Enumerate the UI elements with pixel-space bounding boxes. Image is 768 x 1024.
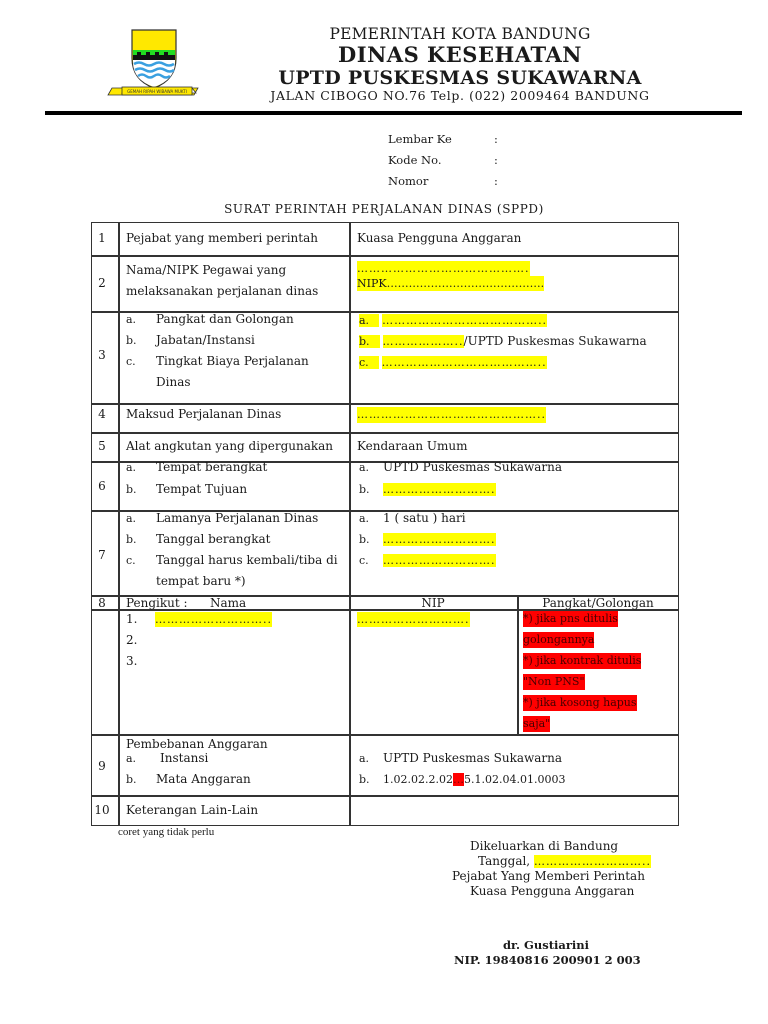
row-9-label: Pembebanan Anggaran xyxy=(126,737,268,751)
col-divider xyxy=(349,222,351,826)
row-divider xyxy=(91,795,679,797)
signer-nip: NIP. 19840816 200901 2 003 xyxy=(454,953,641,967)
row-5-value: Kendaraan Umum xyxy=(357,439,468,453)
follower-1-number: 1. xyxy=(126,612,138,626)
follower-3-number: 3. xyxy=(126,654,138,668)
rank-note-contract-cont: "Non PNS" xyxy=(523,675,585,688)
return-date-field[interactable]: c. ………………………. xyxy=(359,554,496,567)
row-number: 3 xyxy=(98,348,106,362)
header-address: JALAN CIBOGO NO.76 Telp. (022) 2009464 BANDUNG xyxy=(270,88,650,103)
row-3b-label: b. Jabatan/Instansi xyxy=(126,333,255,347)
row-3c-label-cont: Dinas xyxy=(156,375,191,389)
position-field[interactable]: b. ………………../UPTD Puskesmas Sukawarna xyxy=(359,334,647,348)
followers-name-header: Nama xyxy=(210,596,247,610)
rank-note-pns: *) jika pns ditulis xyxy=(523,612,618,625)
header-divider xyxy=(45,111,742,115)
row-7c-label-cont: tempat baru *) xyxy=(156,574,246,588)
row-number: 10 xyxy=(94,803,110,817)
row-2-label-line2: melaksanakan perjalanan dinas xyxy=(126,284,319,298)
document-title: SURAT PERINTAH PERJALANAN DINAS (SPPD) xyxy=(224,202,544,216)
row-1-value: Kuasa Pengguna Anggaran xyxy=(357,231,522,245)
col-divider xyxy=(517,595,519,734)
row-divider xyxy=(91,255,679,257)
col-divider xyxy=(118,222,120,826)
signer-role: Pejabat Yang Memberi Perintah xyxy=(452,869,645,883)
footnote: coret yang tidak perlu xyxy=(118,826,215,838)
travel-duration: a. 1 ( satu ) hari xyxy=(359,511,466,525)
issued-at: Dikeluarkan di Bandung xyxy=(470,839,619,853)
meta-nomor: Nomor : xyxy=(388,174,498,188)
departure-place: a. UPTD Puskesmas Sukawarna xyxy=(359,460,563,474)
row-number: 7 xyxy=(98,548,106,562)
row-1-label: Pejabat yang memberi perintah xyxy=(126,231,318,245)
rank-note-empty-cont: saja" xyxy=(523,717,551,730)
row-number: 2 xyxy=(98,276,106,290)
signer-role-title: Kuasa Pengguna Anggaran xyxy=(470,884,635,898)
budget-institution: a. UPTD Puskesmas Sukawarna xyxy=(359,751,563,765)
follower-1-nip-field[interactable]: ………………………. xyxy=(357,613,470,626)
row-7c-label: c. Tanggal harus kembali/tiba di xyxy=(126,553,338,567)
row-10-label: Keterangan Lain-Lain xyxy=(126,803,259,817)
row-divider xyxy=(91,432,679,434)
rank-note-contract: *) jika kontrak ditulis xyxy=(523,654,642,667)
followers-nip-header: NIP xyxy=(421,596,445,610)
row-3c-label: c. Tingkat Biaya Perjalanan xyxy=(126,354,309,368)
followers-label: Pengikut : xyxy=(126,596,188,610)
destination-field[interactable]: b. ………………………. xyxy=(359,483,496,496)
follower-2-number: 2. xyxy=(126,633,138,647)
row-number: 8 xyxy=(98,596,106,610)
signer-name: dr. Gustiarini xyxy=(503,938,589,952)
header-department: DINAS KESEHATAN xyxy=(338,42,582,67)
row-2-label-line1: Nama/NIPK Pegawai yang xyxy=(126,263,287,277)
row-6a-label: a. Tempat berangkat xyxy=(126,460,268,474)
travel-cost-level-field[interactable]: c. ………………………………….. xyxy=(359,356,547,369)
row-number: 4 xyxy=(98,407,106,421)
row-9a-label: a. Instansi xyxy=(126,751,209,765)
meta-kode-no: Kode No. : xyxy=(388,153,498,167)
rank-note-pns-cont: golongannya xyxy=(523,633,595,646)
follower-1-name-field[interactable]: ……………………….. xyxy=(155,613,272,626)
row-3a-label: a. Pangkat dan Golongan xyxy=(126,312,294,326)
rank-field[interactable]: a. ………………………………….. xyxy=(359,314,548,327)
row-5-label: Alat angkutan yang dipergunakan xyxy=(126,439,334,453)
svg-text:GEMAH RIPAH WIBAWA MUKTI: GEMAH RIPAH WIBAWA MUKTI xyxy=(127,89,187,94)
meta-lembar-ke: Lembar Ke : xyxy=(388,132,498,146)
row-number: 1 xyxy=(98,231,106,245)
issue-date[interactable]: Tanggal, ……………………….. xyxy=(478,854,651,868)
header-government: PEMERINTAH KOTA BANDUNG xyxy=(329,25,591,43)
travel-purpose-field[interactable]: ……………………………………….. xyxy=(357,408,546,421)
header-institution: UPTD PUSKESMAS SUKAWARNA xyxy=(278,67,642,89)
employee-nipk-field[interactable]: NIPK……………………………………. xyxy=(357,277,545,290)
row-9b-label: b. Mata Anggaran xyxy=(126,772,251,786)
row-number: 6 xyxy=(98,479,106,493)
followers-rank-header: Pangkat/Golongan xyxy=(542,596,654,610)
employee-name-field[interactable]: ……………………………………. xyxy=(357,262,530,275)
row-4-label: Maksud Perjalanan Dinas xyxy=(126,407,282,421)
bandung-city-coat-of-arms-icon xyxy=(106,28,202,98)
rank-note-empty: *) jika kosong hapus xyxy=(523,696,637,709)
row-number: 5 xyxy=(98,439,106,453)
row-6b-label: b. Tempat Tujuan xyxy=(126,482,248,496)
row-7b-label: b. Tanggal berangkat xyxy=(126,532,271,546)
budget-account-code[interactable]: b. 1.02.02.2.02…5.1.02.04.01.0003 xyxy=(359,773,566,786)
row-7a-label: a. Lamanya Perjalanan Dinas xyxy=(126,511,319,525)
row-number: 9 xyxy=(98,759,106,773)
departure-date-field[interactable]: b. ………………………. xyxy=(359,533,496,546)
